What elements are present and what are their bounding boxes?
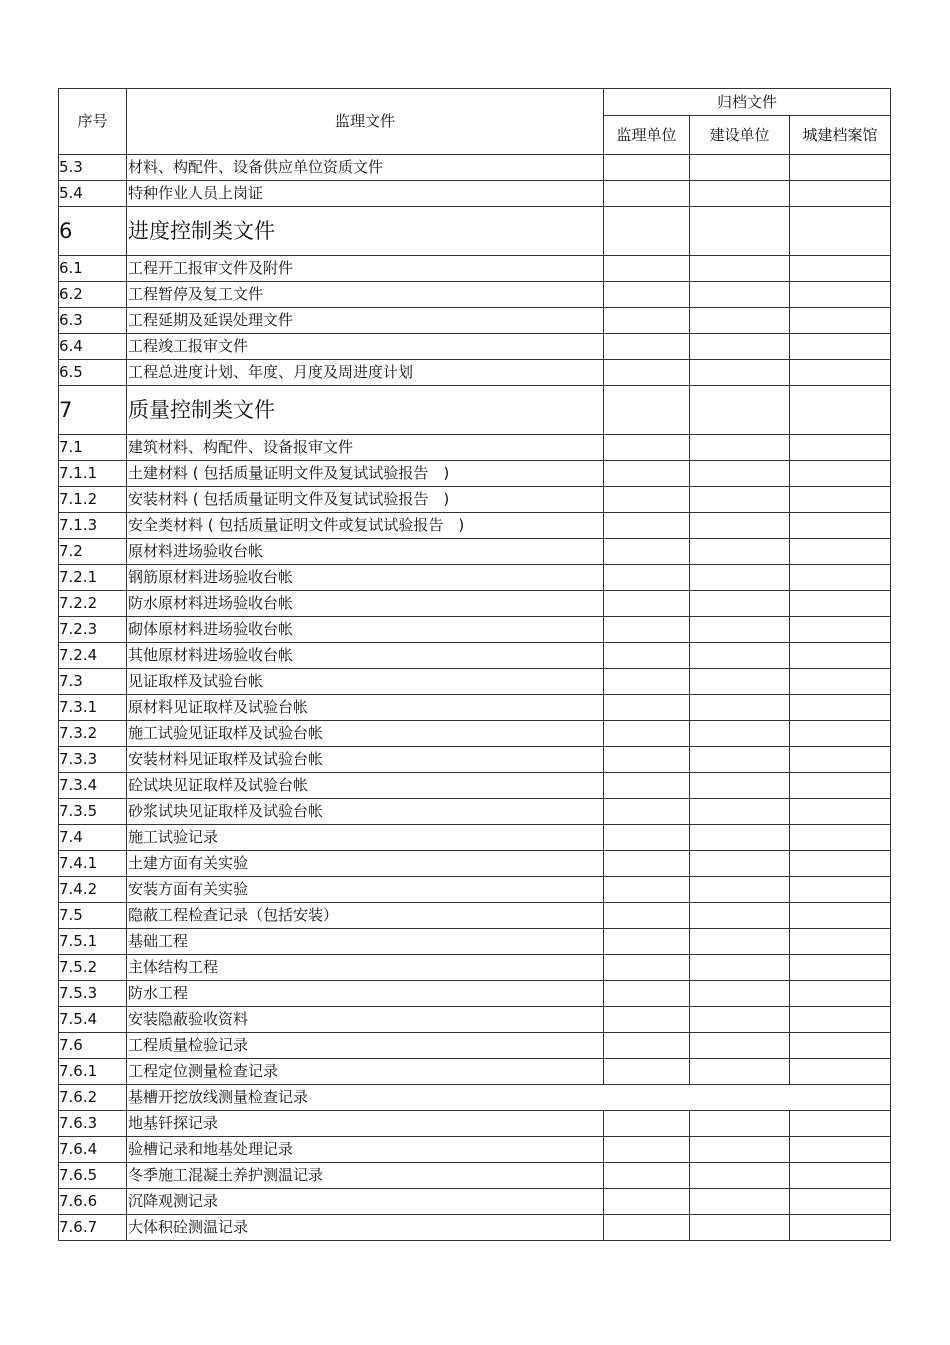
row-title: 工程质量检验记录: [127, 1033, 604, 1059]
row-title: 安装方面有关实验: [127, 877, 604, 903]
table-row: [59, 386, 891, 435]
city-archive-cell: [790, 461, 891, 487]
table-row: [59, 695, 891, 721]
row-title: 安装材料 ( 包括质量证明文件及复试试验报告 ): [127, 487, 604, 513]
owner-cell: [690, 929, 790, 955]
city-archive-cell: [790, 825, 891, 851]
row-title: 施工试验见证取样及试验台帐: [127, 721, 604, 747]
table-row: [59, 487, 891, 513]
supervisor-cell: [604, 435, 690, 461]
city-archive-cell: [790, 181, 891, 207]
owner-cell: [690, 617, 790, 643]
owner-cell: [690, 1033, 790, 1059]
row-title: 工程开工报审文件及附件: [127, 256, 604, 282]
table-row: [59, 1215, 891, 1241]
city-archive-cell: [790, 565, 891, 591]
table-body: [59, 155, 891, 1241]
table-row: [59, 851, 891, 877]
table-row: [59, 591, 891, 617]
city-archive-cell: [790, 747, 891, 773]
table-row: [59, 1189, 891, 1215]
city-archive-cell: [790, 1137, 891, 1163]
city-archive-cell: [790, 1163, 891, 1189]
supervisor-cell: [604, 851, 690, 877]
row-number: 7: [59, 386, 127, 435]
row-number: 5.3: [59, 155, 127, 181]
city-archive-cell: [790, 617, 891, 643]
row-title: 基槽开挖放线测量检查记录: [127, 1085, 891, 1111]
table-row: [59, 903, 891, 929]
table-row: [59, 773, 891, 799]
supervisor-cell: [604, 155, 690, 181]
row-number: 7.3.4: [59, 773, 127, 799]
owner-cell: [690, 1163, 790, 1189]
row-title: 安装材料见证取样及试验台帐: [127, 747, 604, 773]
table-row: [59, 617, 891, 643]
owner-cell: [690, 773, 790, 799]
supervisor-cell: [604, 308, 690, 334]
supervisor-cell: [604, 929, 690, 955]
city-archive-cell: [790, 207, 891, 256]
row-title: 原材料进场验收台帐: [127, 539, 604, 565]
row-number: 7.6.7: [59, 1215, 127, 1241]
row-title: 土建材料 ( 包括质量证明文件及复试试验报告 ): [127, 461, 604, 487]
owner-cell: [690, 461, 790, 487]
owner-cell: [690, 1059, 790, 1085]
supervisor-cell: [604, 981, 690, 1007]
city-archive-cell: [790, 851, 891, 877]
supervisor-cell: [604, 256, 690, 282]
city-archive-cell: [790, 695, 891, 721]
supervisor-cell: [604, 565, 690, 591]
row-number: 7.3.3: [59, 747, 127, 773]
row-number: 6.4: [59, 334, 127, 360]
table-row: [59, 282, 891, 308]
city-archive-cell: [790, 1033, 891, 1059]
owner-cell: [690, 799, 790, 825]
owner-cell: [690, 1111, 790, 1137]
supervisor-cell: [604, 386, 690, 435]
city-archive-cell: [790, 435, 891, 461]
owner-cell: [690, 955, 790, 981]
row-number: 7.2.1: [59, 565, 127, 591]
row-number: 7.2.4: [59, 643, 127, 669]
row-number: 7.6.1: [59, 1059, 127, 1085]
header-city-archive: 城建档案馆: [790, 116, 891, 155]
supervisor-cell: [604, 955, 690, 981]
row-title: 材料、构配件、设备供应单位资质文件: [127, 155, 604, 181]
supervisor-cell: [604, 903, 690, 929]
table-row: [59, 1111, 891, 1137]
supervisor-cell: [604, 799, 690, 825]
table-row: [59, 334, 891, 360]
row-number: 7.1.1: [59, 461, 127, 487]
row-number: 7.1.3: [59, 513, 127, 539]
supervisor-cell: [604, 643, 690, 669]
supervisor-cell: [604, 1189, 690, 1215]
archive-table: [58, 88, 891, 1241]
supervisor-cell: [604, 669, 690, 695]
table-row: [59, 256, 891, 282]
row-title: 其他原材料进场验收台帐: [127, 643, 604, 669]
row-title: 进度控制类文件: [127, 207, 604, 256]
owner-cell: [690, 1215, 790, 1241]
row-title: 沉降观测记录: [127, 1189, 604, 1215]
city-archive-cell: [790, 643, 891, 669]
owner-cell: [690, 1007, 790, 1033]
header-no: 序号: [59, 89, 127, 155]
table-row: [59, 825, 891, 851]
owner-cell: [690, 487, 790, 513]
row-title: 验槽记录和地基处理记录: [127, 1137, 604, 1163]
header-owner: 建设单位: [690, 116, 790, 155]
table-row: [59, 360, 891, 386]
row-number: 7.6.2: [59, 1085, 127, 1111]
city-archive-cell: [790, 308, 891, 334]
header-archive: 归档文件: [604, 89, 891, 116]
supervisor-cell: [604, 773, 690, 799]
owner-cell: [690, 1137, 790, 1163]
supervisor-cell: [604, 1137, 690, 1163]
supervisor-cell: [604, 207, 690, 256]
row-title: 地基钎探记录: [127, 1111, 604, 1137]
city-archive-cell: [790, 256, 891, 282]
city-archive-cell: [790, 155, 891, 181]
owner-cell: [690, 155, 790, 181]
row-number: 7.3: [59, 669, 127, 695]
table-row: [59, 539, 891, 565]
header-supervisor: 监理单位: [604, 116, 690, 155]
supervisor-cell: [604, 695, 690, 721]
row-number: 5.4: [59, 181, 127, 207]
table-row: [59, 877, 891, 903]
row-title: 质量控制类文件: [127, 386, 604, 435]
row-number: 6.5: [59, 360, 127, 386]
city-archive-cell: [790, 282, 891, 308]
owner-cell: [690, 565, 790, 591]
row-title: 工程暂停及复工文件: [127, 282, 604, 308]
city-archive-cell: [790, 669, 891, 695]
owner-cell: [690, 386, 790, 435]
owner-cell: [690, 435, 790, 461]
row-title: 工程竣工报审文件: [127, 334, 604, 360]
owner-cell: [690, 825, 790, 851]
row-number: 7.3.2: [59, 721, 127, 747]
owner-cell: [690, 282, 790, 308]
row-title: 工程延期及延误处理文件: [127, 308, 604, 334]
supervisor-cell: [604, 334, 690, 360]
owner-cell: [690, 539, 790, 565]
city-archive-cell: [790, 487, 891, 513]
city-archive-cell: [790, 981, 891, 1007]
owner-cell: [690, 308, 790, 334]
row-title: 砼试块见证取样及试验台帐: [127, 773, 604, 799]
table-row: [59, 1059, 891, 1085]
supervisor-cell: [604, 487, 690, 513]
city-archive-cell: [790, 1007, 891, 1033]
table-row: [59, 981, 891, 1007]
row-title: 工程总进度计划、年度、月度及周进度计划: [127, 360, 604, 386]
supervisor-cell: [604, 1163, 690, 1189]
owner-cell: [690, 903, 790, 929]
row-title: 施工试验记录: [127, 825, 604, 851]
row-title: 大体积砼测温记录: [127, 1215, 604, 1241]
row-number: 7.4.2: [59, 877, 127, 903]
table-row: [59, 1033, 891, 1059]
row-title: 工程定位测量检查记录: [127, 1059, 604, 1085]
city-archive-cell: [790, 386, 891, 435]
row-title: 特种作业人员上岗证: [127, 181, 604, 207]
city-archive-cell: [790, 799, 891, 825]
city-archive-cell: [790, 539, 891, 565]
row-number: 7.6.4: [59, 1137, 127, 1163]
table-row: [59, 955, 891, 981]
supervisor-cell: [604, 282, 690, 308]
city-archive-cell: [790, 955, 891, 981]
row-title: 防水工程: [127, 981, 604, 1007]
owner-cell: [690, 721, 790, 747]
table-row: [59, 643, 891, 669]
row-title: 见证取样及试验台帐: [127, 669, 604, 695]
supervisor-cell: [604, 1215, 690, 1241]
table-row: [59, 1085, 891, 1111]
city-archive-cell: [790, 334, 891, 360]
row-number: 6.3: [59, 308, 127, 334]
owner-cell: [690, 981, 790, 1007]
city-archive-cell: [790, 591, 891, 617]
city-archive-cell: [790, 1215, 891, 1241]
table-row: [59, 1137, 891, 1163]
city-archive-cell: [790, 721, 891, 747]
table-row: [59, 799, 891, 825]
owner-cell: [690, 591, 790, 617]
row-number: 7.2.2: [59, 591, 127, 617]
supervisor-cell: [604, 181, 690, 207]
supervisor-cell: [604, 617, 690, 643]
table-row: [59, 747, 891, 773]
owner-cell: [690, 256, 790, 282]
city-archive-cell: [790, 877, 891, 903]
row-title: 冬季施工混凝土养护测温记录: [127, 1163, 604, 1189]
row-title: 基础工程: [127, 929, 604, 955]
row-title: 安全类材料 ( 包括质量证明文件或复试试验报告 ): [127, 513, 604, 539]
table-row: [59, 513, 891, 539]
owner-cell: [690, 334, 790, 360]
row-number: 7.2: [59, 539, 127, 565]
owner-cell: [690, 695, 790, 721]
owner-cell: [690, 513, 790, 539]
row-title: 原材料见证取样及试验台帐: [127, 695, 604, 721]
table-row: [59, 721, 891, 747]
city-archive-cell: [790, 1189, 891, 1215]
owner-cell: [690, 360, 790, 386]
row-number: 7.6.3: [59, 1111, 127, 1137]
supervisor-cell: [604, 1007, 690, 1033]
city-archive-cell: [790, 1059, 891, 1085]
row-title: 砌体原材料进场验收台帐: [127, 617, 604, 643]
row-title: 土建方面有关实验: [127, 851, 604, 877]
row-number: 7.5.3: [59, 981, 127, 1007]
city-archive-cell: [790, 929, 891, 955]
row-number: 6.1: [59, 256, 127, 282]
row-title: 安装隐蔽验收资料: [127, 1007, 604, 1033]
supervisor-cell: [604, 825, 690, 851]
owner-cell: [690, 643, 790, 669]
table-row: [59, 461, 891, 487]
supervisor-cell: [604, 747, 690, 773]
table-row: [59, 181, 891, 207]
header-doc: 监理文件: [127, 89, 604, 155]
city-archive-cell: [790, 903, 891, 929]
city-archive-cell: [790, 773, 891, 799]
row-title: 隐蔽工程检查记录（包括安装）: [127, 903, 604, 929]
row-number: 7.6: [59, 1033, 127, 1059]
city-archive-cell: [790, 513, 891, 539]
owner-cell: [690, 851, 790, 877]
row-number: 7.4: [59, 825, 127, 851]
supervisor-cell: [604, 539, 690, 565]
row-number: 7.4.1: [59, 851, 127, 877]
row-number: 6: [59, 207, 127, 256]
row-number: 6.2: [59, 282, 127, 308]
supervisor-cell: [604, 1033, 690, 1059]
row-number: 7.5.4: [59, 1007, 127, 1033]
table-row: [59, 669, 891, 695]
owner-cell: [690, 207, 790, 256]
supervisor-cell: [604, 513, 690, 539]
row-number: 7.6.6: [59, 1189, 127, 1215]
row-number: 7.5: [59, 903, 127, 929]
city-archive-cell: [790, 360, 891, 386]
table-row: [59, 308, 891, 334]
owner-cell: [690, 669, 790, 695]
row-number: 7.3.5: [59, 799, 127, 825]
table-row: [59, 435, 891, 461]
table-row: [59, 155, 891, 181]
supervisor-cell: [604, 360, 690, 386]
row-title: 建筑材料、构配件、设备报审文件: [127, 435, 604, 461]
supervisor-cell: [604, 877, 690, 903]
row-number: 7.1: [59, 435, 127, 461]
supervisor-cell: [604, 1059, 690, 1085]
supervisor-cell: [604, 461, 690, 487]
table-row: [59, 565, 891, 591]
supervisor-cell: [604, 591, 690, 617]
row-title: 主体结构工程: [127, 955, 604, 981]
owner-cell: [690, 747, 790, 773]
row-number: 7.5.1: [59, 929, 127, 955]
row-title: 砂浆试块见证取样及试验台帐: [127, 799, 604, 825]
table-row: [59, 1163, 891, 1189]
owner-cell: [690, 877, 790, 903]
row-number: 7.5.2: [59, 955, 127, 981]
supervisor-cell: [604, 1111, 690, 1137]
table-row: [59, 929, 891, 955]
owner-cell: [690, 181, 790, 207]
table-row: [59, 207, 891, 256]
city-archive-cell: [790, 1111, 891, 1137]
owner-cell: [690, 1189, 790, 1215]
row-title: 钢筋原材料进场验收台帐: [127, 565, 604, 591]
row-number: 7.1.2: [59, 487, 127, 513]
row-number: 7.6.5: [59, 1163, 127, 1189]
row-number: 7.3.1: [59, 695, 127, 721]
table-row: [59, 1007, 891, 1033]
row-number: 7.2.3: [59, 617, 127, 643]
row-title: 防水原材料进场验收台帐: [127, 591, 604, 617]
supervisor-cell: [604, 721, 690, 747]
